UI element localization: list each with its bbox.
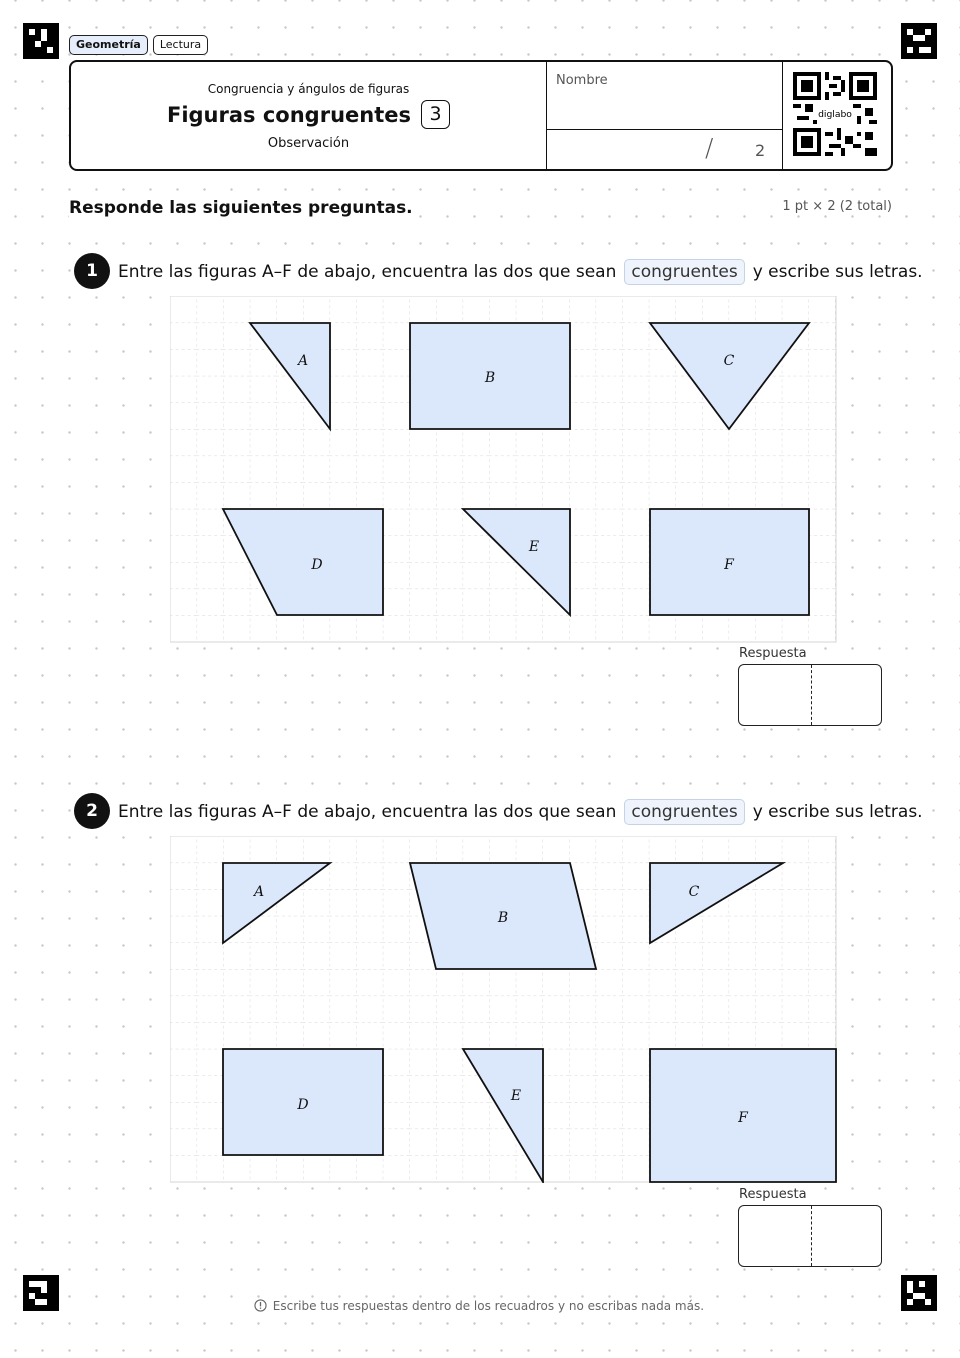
footer-text: Escribe tus respuestas dentro de los recuadros y no escribas nada más. <box>272 1299 705 1313</box>
q1-label-a: A <box>297 353 309 369</box>
page-title <box>71 100 546 129</box>
tag-skill: Lectura <box>153 35 208 55</box>
question-2-text-before: Entre las figuras A–F de abajo, encuentra las dos que sean <box>118 802 617 822</box>
question-1-figure-grid <box>170 296 837 643</box>
question-1-number: 1 <box>74 253 110 289</box>
points-info: 1 pt × 2 (2 total) <box>782 199 892 214</box>
q2-label-a: A <box>253 884 265 900</box>
q1-label-f: F <box>724 557 734 573</box>
question-1-text-before: Entre las figuras A–F de abajo, encuentra las dos que sean <box>118 262 617 282</box>
divider <box>547 129 782 130</box>
q1-label-c: C <box>723 353 735 369</box>
name-label: Nombre <box>556 73 608 88</box>
qr-label: diglabo <box>818 109 852 121</box>
footer-note <box>0 1299 960 1313</box>
question-2-figure-grid <box>170 836 837 1183</box>
q1-label-e: E <box>528 539 540 555</box>
title-block <box>71 62 546 169</box>
question-2-keyword: congruentes <box>624 799 744 825</box>
worksheet-header <box>69 60 893 171</box>
question-2-answer-label: Respuesta <box>739 1187 807 1202</box>
answer-divider <box>811 1206 812 1266</box>
score-slash: / <box>705 133 714 162</box>
q2-label-c: C <box>688 884 700 900</box>
instructions: Responde las siguientes preguntas. <box>69 198 413 218</box>
q2-label-d: D <box>297 1097 309 1113</box>
name-score-block <box>546 62 783 169</box>
qr-code <box>793 72 877 160</box>
fiducial-marker-top-right <box>901 23 937 59</box>
q1-label-d: D <box>311 557 323 573</box>
question-1-text <box>118 257 923 287</box>
unit-subtitle: Congruencia y ángulos de figuras <box>207 82 410 96</box>
q2-label-f: F <box>738 1110 748 1126</box>
question-1-answer-label: Respuesta <box>739 646 807 661</box>
subject-tags <box>69 35 208 55</box>
fiducial-marker-top-left <box>23 23 59 59</box>
title-text: Figuras congruentes <box>166 102 411 127</box>
question-2-number: 2 <box>74 793 110 829</box>
info-icon <box>254 1299 267 1312</box>
answer-divider <box>811 665 812 725</box>
category-label: Observación <box>267 136 350 151</box>
question-1-answer-box[interactable] <box>738 664 882 726</box>
question-2-text <box>118 797 923 827</box>
score-total: 2 <box>755 141 766 160</box>
question-1-text-after: y escribe sus letras. <box>752 262 923 282</box>
question-2-answer-box[interactable] <box>738 1205 882 1267</box>
question-1-keyword: congruentes <box>624 259 744 285</box>
q2-label-e: E <box>510 1088 522 1104</box>
question-2-text-after: y escribe sus letras. <box>752 802 923 822</box>
q2-label-b: B <box>497 910 509 926</box>
tag-subject: Geometría <box>69 35 148 55</box>
worksheet-number: 3 <box>421 100 450 129</box>
q1-label-b: B <box>484 370 496 386</box>
